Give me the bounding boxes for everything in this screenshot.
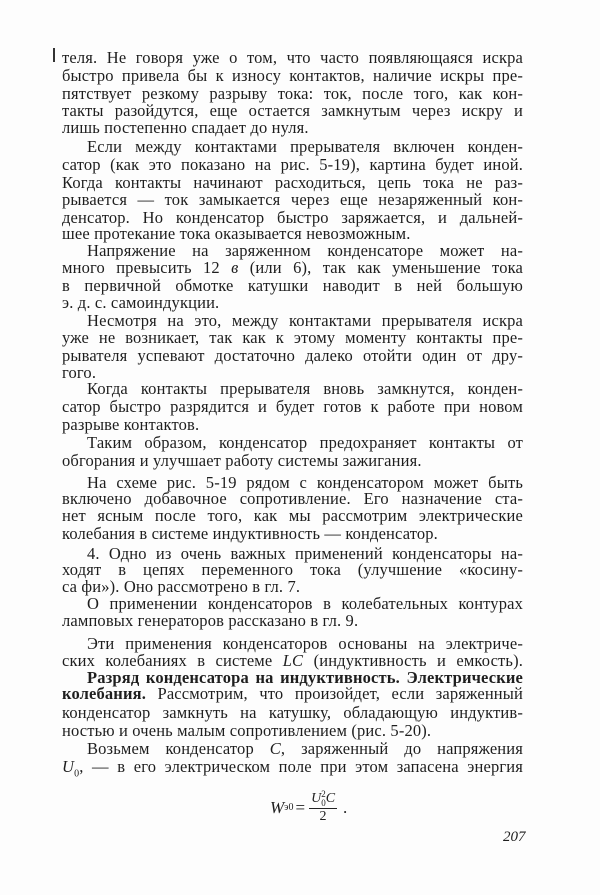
text-line: гого. [62,363,97,382]
text: Возьмем конденсатор [87,739,270,758]
text-line: колебания в системе индуктивность — конденсатор. [62,524,438,543]
paragraph-start: Эти применения конденсаторов основаны на электриче- [87,634,523,653]
text: , заряженный до напряжения [280,739,524,758]
text-line: теля. Не говоря уже о том, что часто появляющаяся искра [62,48,523,67]
text-line: лишь постепенно спадает до нуля. [62,118,309,137]
text-line: сатор (как это показано на рис. 5-19), картина будет иной. [62,155,523,174]
text: ских колебаниях в системе [62,651,283,670]
text-line: быстро привела бы к износу контактов, наличие искры пре- [62,66,523,85]
num-base: U [311,791,322,807]
symbol-c: C [269,739,281,758]
text-line: шее протекание тока оказывается невозможным. [62,224,411,243]
text-line: пятствует резкому разрыву тока: ток, после того, как кон- [62,84,523,103]
text: , — в его электрическом поле при этом запасена энергия [79,757,523,776]
paragraph-start: На схеме рис. 5-19 рядом с конденсатором может быть [87,473,523,492]
text-line [62,757,523,780]
subscript: 0 [74,768,80,780]
text-line: обгорания и улучшает работу системы зажигания. [62,451,422,470]
energy-formula [270,790,347,825]
paragraph-start: Если между контактами прерывателя включен конден- [87,137,523,156]
paragraph-start [87,739,523,758]
num-sub: 0 [321,798,326,808]
text: много превысить 12 [62,258,232,277]
text-line: Когда контакты начинают расходиться, цепь тока не раз- [62,173,523,192]
text-line [62,684,523,703]
text-line: включено добавочное сопротивление. Его назначение ста- [62,489,523,508]
text-line: конденсатор замкнуть на катушку, обладающую индуктив- [62,703,523,722]
text-line: денсатор. Но конденсатор быстро заряжается, и дальней- [62,208,523,227]
text-line: ностью и очень малым сопротивлением (рис. 5-20). [62,721,432,740]
text-line: рывателя успевают достаточно далеко отойти один от дру- [62,346,523,365]
formula-equals: = [295,797,306,817]
formula-denominator: 2 [319,809,327,824]
paragraph-start: Когда контакты прерывателя вновь замкнутся, конден- [87,379,523,398]
symbol-lc: LC [282,651,304,670]
text-line: рывается — ток замыкается через еще незаряженный кон- [62,190,523,209]
text-line: нет ясным после того, как мы рассмотрим электрические [62,506,523,525]
text-line [62,258,523,277]
num-sup: 2 [321,789,326,799]
formula-lhs: W [270,797,285,817]
text-line: са фи»). Оно рассмотрено в гл. 7. [62,577,301,596]
paragraph-start: 4. Одно из очень важных применений конденсаторы на- [87,544,523,563]
symbol-u: U [62,757,75,776]
page-number: 207 [503,829,526,845]
text: (индуктивность и емкость). [303,651,523,670]
paragraph-start: О применении конденсаторов в колебательных контурах [87,594,523,613]
text: (или 6), так как уменьшение тока [238,258,523,277]
paragraph-start: Несмотря на это, между контактами прерывателя искра [87,311,523,330]
formula-numerator [309,790,337,809]
text-line: э. д. с. самоиндукции. [62,293,220,312]
num-rest: C [325,791,336,807]
scan-artifact [53,48,55,62]
text-line: уже не возникает, так как к этому моменту контакты пре- [62,328,523,347]
formula-period: . [343,797,348,817]
text: Рассмотрим, что произойдет, если заряженный [145,684,523,703]
paragraph-start: Таким образом, конденсатор предохраняет контакты от [87,433,523,452]
text-line: ламповых генераторов рассказано в гл. 9. [62,611,359,630]
section-heading: Разряд конденсатора на индуктивность. Электрические [87,668,523,687]
formula-lhs-sub: э0 [284,802,294,813]
paragraph-start: Напряжение на заряженном конденсаторе может на- [87,241,523,260]
text-line: разрыве контактов. [62,415,200,434]
unit-volt: в [231,258,239,277]
text-line: сатор быстро разрядится и будет готов к работе при новом [62,397,523,416]
section-heading-end: колебания. [62,684,146,703]
text-line: ходят в цепях переменного тока (улучшение «косину- [62,560,523,579]
formula-fraction [309,790,337,825]
text-line: такты разойдутся, еще остается замкнутым через искру и [62,101,523,120]
text-line: в первичной обмотке катушки наводит в ней большую [62,276,523,295]
